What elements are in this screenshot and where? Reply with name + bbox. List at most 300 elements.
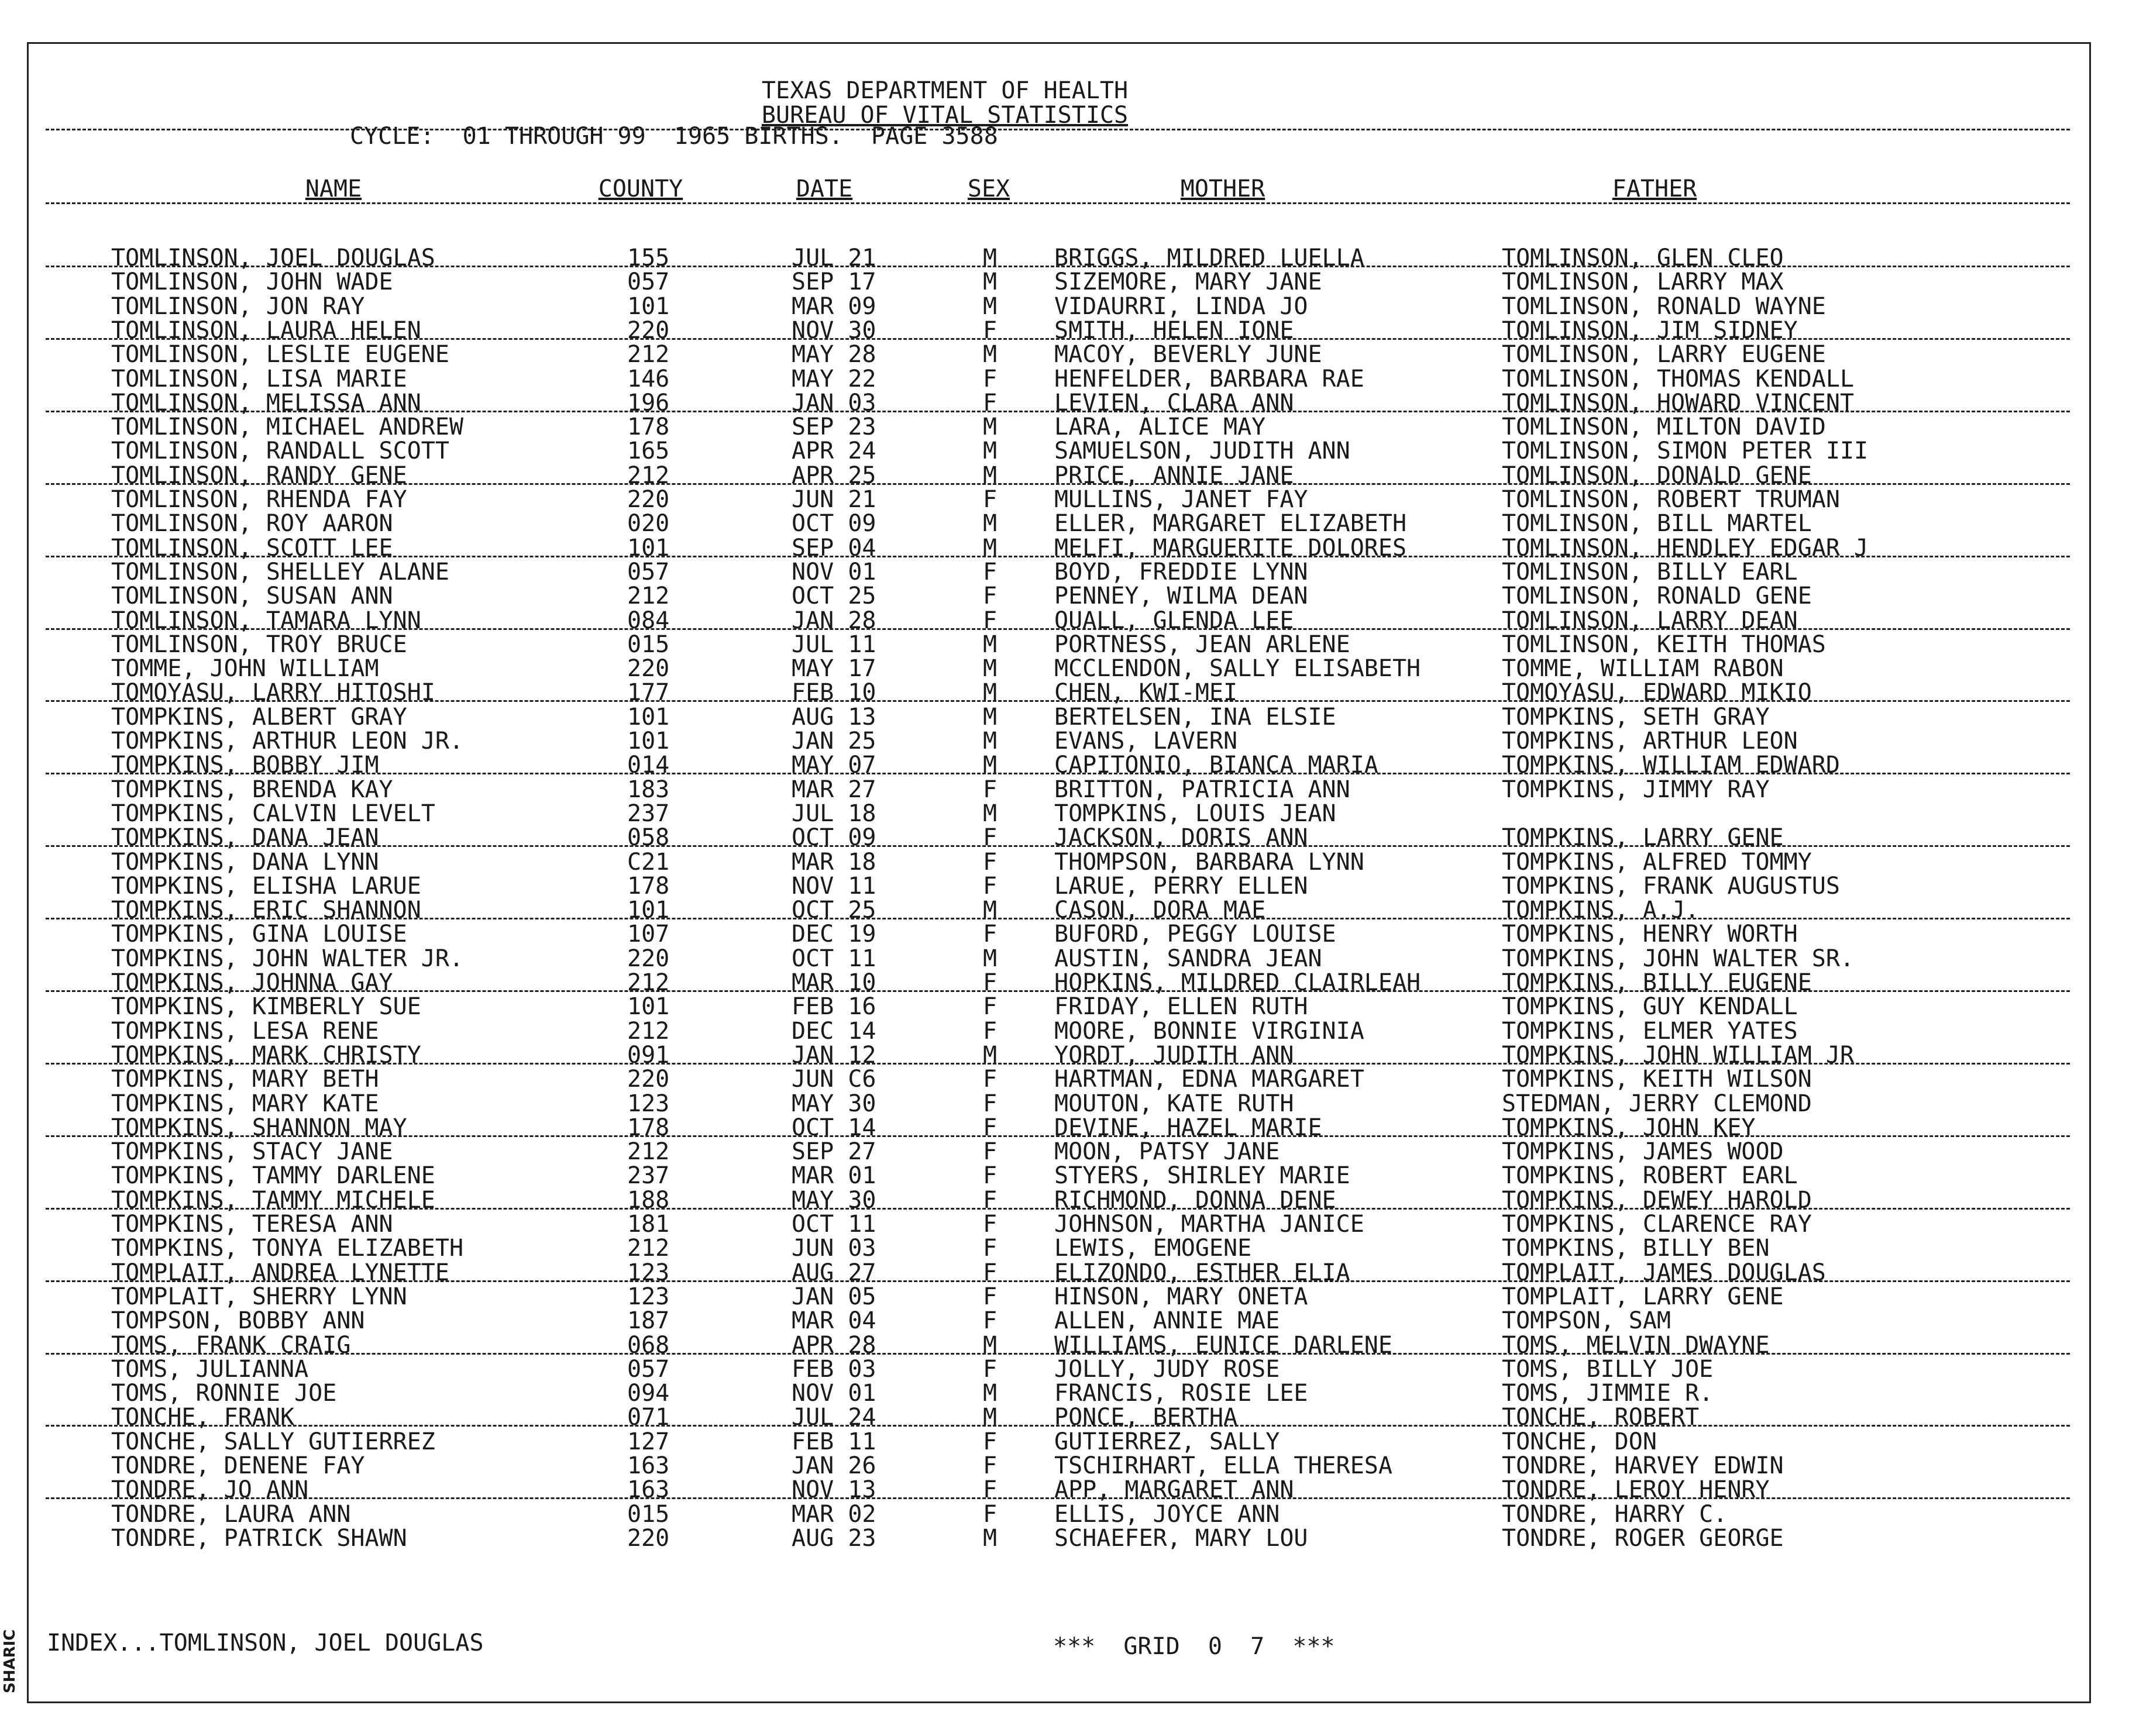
record-date: NOV 01 [792,1380,876,1407]
footer-grid: *** GRID 0 7 *** [1053,1633,1335,1660]
record-date: JUN 03 [792,1235,876,1262]
record-father: TOMLINSON, MILTON DAVID [1502,414,1826,441]
record-row [0,946,2129,971]
record-name: TONCHE, FRANK [111,1404,295,1431]
record-father: TOMLINSON, LARRY EUGENE [1502,341,1826,368]
record-father: TOMPKINS, GUY KENDALL [1502,993,1798,1021]
record-date: JUL 24 [792,1404,876,1431]
record-name: TOMPKINS, GINA LOUISE [111,921,407,948]
record-father: TOMLINSON, KEITH THOMAS [1502,631,1826,658]
record-row [0,560,2129,584]
record-sex: F [983,1186,998,1214]
record-row [0,729,2129,753]
record-county: 220 [627,655,670,683]
record-county: C21 [627,848,670,876]
column-header-father: FATHER [1612,175,1697,202]
record-father: STEDMAN, JERRY CLEMOND [1502,1090,1812,1117]
record-name: TOMPKINS, ALBERT GRAY [111,703,407,731]
record-name: TOMPKINS, CALVIN LEVELT [111,800,435,827]
record-father: TOMPKINS, ELMER YATES [1502,1017,1798,1045]
row-divider [46,1280,2070,1282]
record-mother: MACOY, BEVERLY JUNE [1054,341,1322,368]
record-date: OCT 11 [792,1211,876,1238]
record-sex: M [983,752,998,779]
record-mother: ELIZONDO, ESTHER ELIA [1054,1259,1350,1286]
record-name: TOMLINSON, JON RAY [111,292,365,320]
record-mother: LEWIS, EMOGENE [1054,1235,1252,1262]
record-sex: F [983,921,998,948]
record-mother: RICHMOND, DONNA DENE [1054,1186,1336,1214]
record-row [0,294,2129,319]
record-name: TOMPKINS, DANA JEAN [111,824,379,852]
row-divider [46,773,2070,774]
record-father: TOMLINSON, HENDLEY EDGAR J [1502,534,1869,562]
record-county: 123 [627,1090,670,1117]
header-title: TEXAS DEPARTMENT OF HEALTH [761,77,1129,104]
record-mother: BRITTON, PATRICIA ANN [1054,776,1350,803]
record-sex: M [983,414,998,441]
record-father: TOMME, WILLIAM RABON [1502,655,1784,683]
record-mother: BUFORD, PEGGY LOUISE [1054,921,1336,948]
record-sex: F [983,1500,998,1528]
record-date: MAR 02 [792,1500,876,1528]
record-county: 084 [627,607,670,634]
record-name: TOMPSON, BOBBY ANN [111,1307,365,1335]
record-county: 220 [627,1066,670,1093]
record-county: 014 [627,752,670,779]
record-date: FEB 03 [792,1355,876,1383]
record-sex: F [983,365,998,392]
record-mother: MOORE, BONNIE VIRGINIA [1054,1017,1364,1045]
record-row [0,439,2129,463]
record-county: 188 [627,1186,670,1214]
record-date: MAY 22 [792,365,876,392]
record-name: TOMPKINS, MARK CHRISTY [111,1041,421,1069]
record-mother: THOMPSON, BARBARA LYNN [1054,848,1364,876]
record-name: TOMPKINS, LESA RENE [111,1017,379,1045]
record-father: TOMPKINS, A.J. [1502,897,1700,924]
record-name: TOMPKINS, BRENDA KAY [111,776,393,803]
record-name: TOMPKINS, JOHN WALTER JR. [111,945,464,972]
row-divider [46,628,2070,630]
record-row [0,656,2129,681]
record-father: TOMPKINS, WILLIAM EDWARD [1502,752,1840,779]
record-father: TOMPKINS, KEITH WILSON [1502,1066,1812,1093]
record-father: TOMPLAIT, JAMES DOUGLAS [1502,1259,1826,1286]
record-sex: F [983,1283,998,1310]
record-father: TOMPKINS, BILLY EUGENE [1502,969,1812,996]
record-county: 107 [627,921,670,948]
record-sex: F [983,848,998,876]
record-sex: F [983,1090,998,1117]
record-date: JAN 12 [792,1041,876,1069]
record-mother: LARA, ALICE MAY [1054,414,1266,441]
record-county: 220 [627,945,670,972]
record-date: JAN 03 [792,389,876,416]
record-name: TOMLINSON, MICHAEL ANDREW [111,414,464,441]
record-name: TOMPKINS, JOHNNA GAY [111,969,393,996]
record-row [0,1067,2129,1091]
record-mother: LARUE, PERRY ELLEN [1054,872,1308,900]
record-row [0,1526,2129,1551]
record-mother: SIZEMORE, MARY JANE [1054,268,1322,296]
record-county: 071 [627,1404,670,1431]
record-sex: F [983,1428,998,1455]
record-date: FEB 11 [792,1428,876,1455]
record-sex: M [983,1331,998,1359]
record-father: TONDRE, HARRY C. [1502,1500,1728,1528]
record-row [0,1308,2129,1333]
record-father: TONDRE, LEROY HENRY [1502,1476,1770,1504]
record-county: 212 [627,969,670,996]
record-father: TOMS, JIMMIE R. [1502,1380,1714,1407]
record-mother: SCHAEFER, MARY LOU [1054,1524,1308,1552]
row-divider [46,700,2070,702]
record-sex: F [983,1017,998,1045]
record-father: TONCHE, DON [1502,1428,1657,1455]
record-county: 020 [627,510,670,538]
record-name: TOMPKINS, SHANNON MAY [111,1114,407,1141]
record-name: TOMLINSON, MELISSA ANN [111,389,421,416]
record-father: TOMPKINS, ARTHUR LEON [1502,728,1798,755]
record-county: 091 [627,1041,670,1069]
record-sex: M [983,1524,998,1552]
record-mother: ELLER, MARGARET ELIZABETH [1054,510,1407,538]
record-name: TOMPKINS, ELISHA LARUE [111,872,421,900]
record-father: TOMPKINS, FRANK AUGUSTUS [1502,872,1840,900]
record-row [0,1381,2129,1406]
record-county: 015 [627,1500,670,1528]
record-sex: F [983,316,998,344]
record-father: TOMS, BILLY JOE [1502,1355,1714,1383]
record-date: JAN 28 [792,607,876,634]
record-date: MAY 07 [792,752,876,779]
record-sex: F [983,486,998,513]
row-divider [46,845,2070,847]
record-county: 101 [627,292,670,320]
column-header-date: DATE [796,175,853,202]
record-sex: F [983,1259,998,1286]
record-mother: TOMPKINS, LOUIS JEAN [1054,800,1336,827]
record-mother: SMITH, HELEN IONE [1054,316,1294,344]
record-name: TOMPKINS, STACY JANE [111,1138,393,1166]
record-name: TOMLINSON, ROY AARON [111,510,393,538]
record-date: JUL 18 [792,800,876,827]
record-mother: SAMUELSON, JUDITH ANN [1054,438,1350,465]
record-row [0,850,2129,874]
record-row [0,415,2129,439]
record-date: MAR 10 [792,969,876,996]
record-county: 163 [627,1476,670,1504]
column-header-sex: SEX [967,175,1010,202]
record-row [0,584,2129,608]
record-mother: TSCHIRHART, ELLA THERESA [1054,1452,1392,1479]
record-father: TOMPKINS, JOHN WILLIAM JR [1502,1041,1855,1069]
record-name: TOMPKINS, TONYA ELIZABETH [111,1235,464,1262]
record-father: TOMPKINS, ROBERT EARL [1502,1162,1798,1190]
record-county: 212 [627,1138,670,1166]
record-father: TONDRE, HARVEY EDWIN [1502,1452,1784,1479]
record-sex: M [983,655,998,683]
record-sex: M [983,728,998,755]
record-mother: AUSTIN, SANDRA JEAN [1054,945,1322,972]
record-county: 212 [627,341,670,368]
record-mother: HENFELDER, BARBARA RAE [1054,365,1364,392]
record-mother: MULLINS, JANET FAY [1054,486,1308,513]
record-date: SEP 23 [792,414,876,441]
record-county: 212 [627,461,670,489]
row-divider [46,266,2070,267]
record-mother: FRIDAY, ELLEN RUTH [1054,993,1308,1021]
record-row [0,705,2129,729]
record-sex: M [983,268,998,296]
record-county: 101 [627,534,670,562]
record-sex: M [983,1041,998,1069]
record-date: SEP 04 [792,534,876,562]
record-sex: F [983,969,998,996]
record-mother: STYERS, SHIRLEY MARIE [1054,1162,1350,1190]
record-mother: EVANS, LAVERN [1054,728,1238,755]
record-county: 123 [627,1283,670,1310]
record-county: 155 [627,244,670,271]
record-name: TOMOYASU, LARRY HITOSHI [111,679,435,707]
record-name: TOMPKINS, ERIC SHANNON [111,897,421,924]
record-county: 196 [627,389,670,416]
record-date: NOV 11 [792,872,876,900]
record-mother: PENNEY, WILMA DEAN [1054,583,1308,610]
record-county: 127 [627,1428,670,1455]
record-father: TOMLINSON, SIMON PETER III [1502,438,1869,465]
record-county: 146 [627,365,670,392]
record-mother: VIDAURRI, LINDA JO [1054,292,1308,320]
column-header-mother: MOTHER [1180,175,1265,202]
record-county: 101 [627,728,670,755]
column-header-county: COUNTY [598,175,683,202]
record-name: TOMPKINS, TERESA ANN [111,1211,393,1238]
record-father: TOMOYASU, EDWARD MIKIO [1502,679,1812,707]
record-mother: MCCLENDON, SALLY ELISABETH [1054,655,1421,683]
row-divider [46,918,2070,919]
record-row [0,1453,2129,1478]
record-date: MAR 27 [792,776,876,803]
record-father: TOMPKINS, DEWEY HAROLD [1502,1186,1812,1214]
record-date: MAY 30 [792,1186,876,1214]
record-father: TOMLINSON, BILLY EARL [1502,558,1798,585]
record-county: 220 [627,486,670,513]
record-row [0,632,2129,657]
record-date: JUN C6 [792,1066,876,1093]
record-mother: HINSON, MARY ONETA [1054,1283,1308,1310]
record-county: 183 [627,776,670,803]
record-sex: F [983,1211,998,1238]
record-father: TOMPKINS, CLARENCE RAY [1502,1211,1812,1238]
record-date: FEB 16 [792,993,876,1021]
record-date: MAR 04 [792,1307,876,1335]
record-father: TOMPKINS, JOHN WALTER SR. [1502,945,1855,972]
record-sex: M [983,534,998,562]
record-mother: PORTNESS, JEAN ARLENE [1054,631,1350,658]
record-date: NOV 01 [792,558,876,585]
record-sex: F [983,1355,998,1383]
record-date: MAY 30 [792,1090,876,1117]
record-name: TONDRE, PATRICK SHAWN [111,1524,407,1552]
record-row [0,270,2129,294]
record-name: TOMPKINS, BOBBY JIM [111,752,379,779]
record-father: TOMPKINS, ALFRED TOMMY [1502,848,1812,876]
record-county: 058 [627,824,670,852]
record-mother: PRICE, ANNIE JANE [1054,461,1294,489]
record-date: JAN 25 [792,728,876,755]
record-sex: M [983,341,998,368]
record-mother: GUTIERREZ, SALLY [1054,1428,1280,1455]
row-divider [46,411,2070,412]
record-county: 181 [627,1211,670,1238]
record-date: OCT 14 [792,1114,876,1141]
record-county: 057 [627,558,670,585]
record-father: TOMLINSON, RONALD GENE [1502,583,1812,610]
record-county: 015 [627,631,670,658]
record-name: TONDRE, LAURA ANN [111,1500,351,1528]
record-date: FEB 10 [792,679,876,707]
record-date: MAY 28 [792,341,876,368]
record-name: TOMLINSON, LISA MARIE [111,365,407,392]
record-father: TOMPKINS, JAMES WOOD [1502,1138,1784,1166]
record-date: OCT 25 [792,583,876,610]
record-mother: HOPKINS, MILDRED CLAIRLEAH [1054,969,1421,996]
record-father: TOMPKINS, SETH GRAY [1502,703,1770,731]
record-father: TOMPKINS, BILLY BEN [1502,1235,1770,1262]
record-date: OCT 09 [792,824,876,852]
record-name: TONCHE, SALLY GUTIERREZ [111,1428,435,1455]
record-sex: F [983,1138,998,1166]
record-name: TOMPLAIT, ANDREA LYNETTE [111,1259,449,1286]
record-mother: DEVINE, HAZEL MARIE [1054,1114,1322,1141]
record-county: 094 [627,1380,670,1407]
record-date: AUG 27 [792,1259,876,1286]
record-county: 212 [627,1235,670,1262]
record-sex: F [983,558,998,585]
record-row [0,874,2129,898]
record-sex: M [983,292,998,320]
record-sex: F [983,993,998,1021]
record-county: 178 [627,1114,670,1141]
record-row [0,1212,2129,1236]
record-date: NOV 30 [792,316,876,344]
record-sex: M [983,800,998,827]
record-row [0,922,2129,946]
record-name: TOMPKINS, ARTHUR LEON JR. [111,728,464,755]
record-mother: BERTELSEN, INA ELSIE [1054,703,1336,731]
record-name: TOMLINSON, TAMARA LYNN [111,607,421,634]
record-mother: QUALL, GLENDA LEE [1054,607,1294,634]
row-divider [46,556,2070,557]
record-county: 212 [627,1017,670,1045]
record-county: 177 [627,679,670,707]
record-date: OCT 25 [792,897,876,924]
record-name: TOMPKINS, KIMBERLY SUE [111,993,421,1021]
record-date: APR 24 [792,438,876,465]
row-divider [46,1353,2070,1355]
record-county: 057 [627,268,670,296]
record-row [0,777,2129,802]
record-mother: WILLIAMS, EUNICE DARLENE [1054,1331,1392,1359]
record-name: TOMS, RONNIE JOE [111,1380,337,1407]
footer-index: INDEX...TOMLINSON, JOEL DOUGLAS [47,1630,484,1656]
record-sex: F [983,1307,998,1335]
record-county: 057 [627,1355,670,1383]
row-divider [46,483,2070,485]
record-name: TOMLINSON, SCOTT LEE [111,534,393,562]
record-name: TOMLINSON, SHELLEY ALANE [111,558,449,585]
record-mother: CASON, DORA MAE [1054,897,1266,924]
record-sex: F [983,1235,998,1262]
record-name: TOMS, FRANK CRAIG [111,1331,351,1359]
record-mother: HARTMAN, EDNA MARGARET [1054,1066,1364,1093]
record-father: TOMPSON, SAM [1502,1307,1671,1335]
divider [46,129,2070,130]
record-name: TONDRE, DENENE FAY [111,1452,365,1479]
record-row [0,1430,2129,1454]
record-name: TOMPKINS, MARY BETH [111,1066,379,1093]
record-row [0,487,2129,512]
record-row [0,801,2129,826]
record-date: JAN 26 [792,1452,876,1479]
record-sex: F [983,872,998,900]
record-sex: F [983,583,998,610]
record-mother: JACKSON, DORIS ANN [1054,824,1308,852]
record-father: TOMPKINS, HENRY WORTH [1502,921,1798,948]
record-name: TOMPKINS, TAMMY DARLENE [111,1162,435,1190]
record-name: TONDRE, JO ANN [111,1476,309,1504]
record-county: 165 [627,438,670,465]
record-mother: CHEN, KWI-MEI [1054,679,1238,707]
record-date: JUL 11 [792,631,876,658]
record-mother: FRANCIS, ROSIE LEE [1054,1380,1308,1407]
record-date: APR 25 [792,461,876,489]
record-sex: F [983,1162,998,1190]
record-county: 220 [627,1524,670,1552]
record-sex: M [983,510,998,538]
record-name: TOMLINSON, TROY BRUCE [111,631,407,658]
record-sex: M [983,679,998,707]
record-date: SEP 17 [792,268,876,296]
record-father: TOMLINSON, LARRY MAX [1502,268,1784,296]
record-father: TOMLINSON, BILL MARTEL [1502,510,1812,538]
record-sex: F [983,776,998,803]
record-sex: M [983,945,998,972]
record-sex: F [983,389,998,416]
record-mother: ELLIS, JOYCE ANN [1054,1500,1280,1528]
record-date: AUG 23 [792,1524,876,1552]
record-county: 212 [627,583,670,610]
record-row [0,1284,2129,1309]
record-row [0,342,2129,367]
record-father: TONDRE, ROGER GEORGE [1502,1524,1784,1552]
record-sex: F [983,607,998,634]
record-father: TOMLINSON, DONALD GENE [1502,461,1812,489]
record-mother: MOUTON, KATE RUTH [1054,1090,1294,1117]
record-county: 187 [627,1307,670,1335]
row-divider [46,1063,2070,1065]
record-county: 178 [627,414,670,441]
record-sex: F [983,1476,998,1504]
record-father: TOMLINSON, JIM SIDNEY [1502,316,1798,344]
record-row [0,1139,2129,1164]
record-date: DEC 19 [792,921,876,948]
record-row [0,511,2129,536]
record-county: 101 [627,993,670,1021]
record-father: TOMPKINS, LARRY GENE [1502,824,1784,852]
